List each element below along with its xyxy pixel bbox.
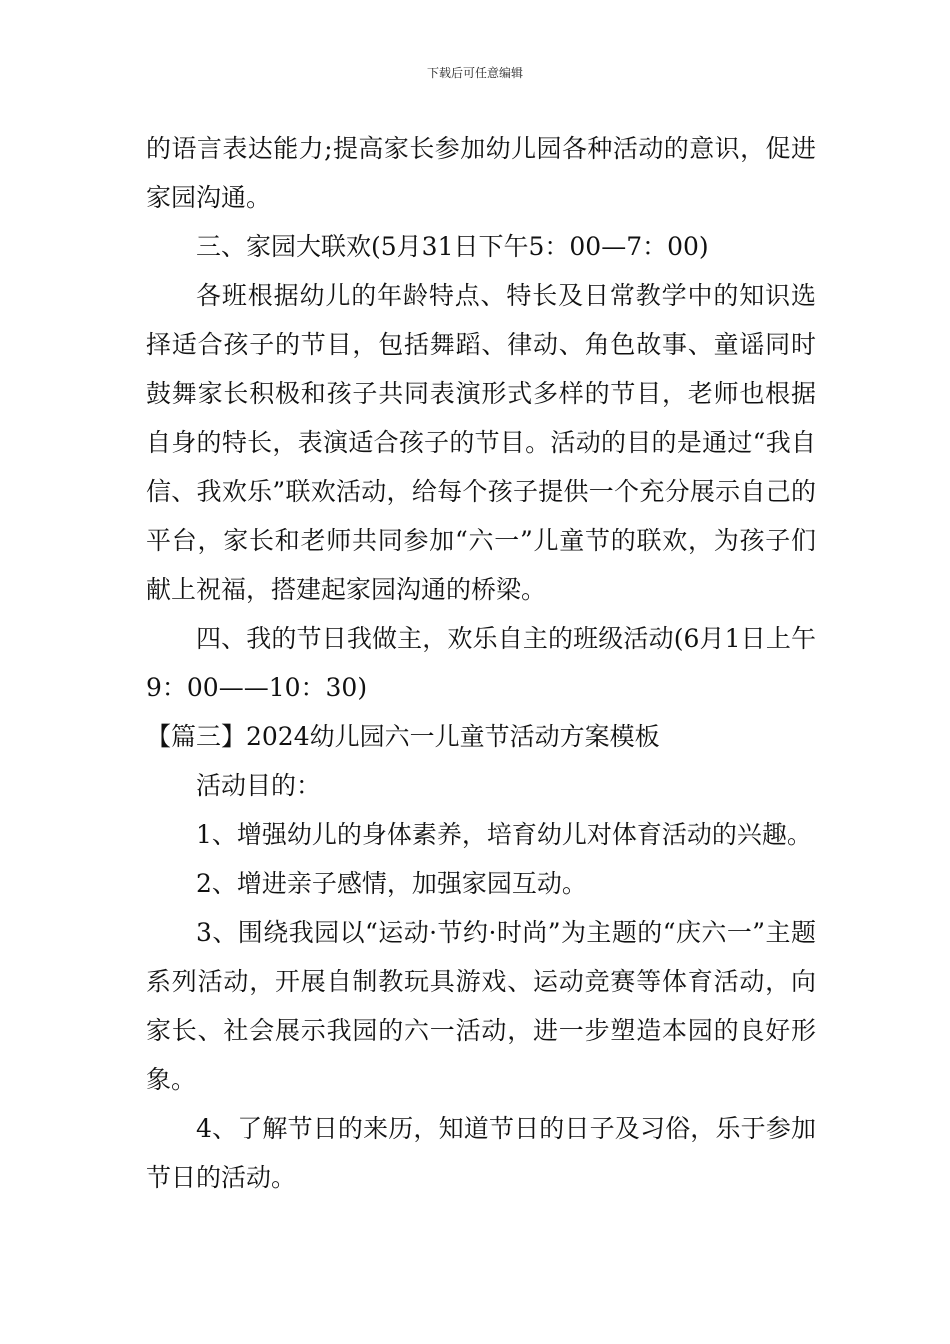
paragraph-6: 活动目的： — [196, 771, 322, 800]
page-header: 下载后可任意编辑 — [426, 66, 523, 80]
paragraph-9: 3、围绕我园以“运动·节约·时尚”为主题的“庆六一”主题系列活动，开展自制教玩具游戏、运动竞赛等体育活动，向家长、社会展示我园的六一活动，进一步塑造本园的良好形象。 — [146, 918, 816, 1094]
paragraph-7: 1、增强幼儿的身体素养，培育幼儿对体育活动的兴趣。 — [196, 820, 812, 849]
section-heading: 【篇三】2024幼儿园六一儿童节活动方案模板 — [146, 722, 660, 751]
paragraph-10: 4、了解节日的来历，知道节日的日子及习俗，乐于参加节日的活动。 — [146, 1114, 816, 1192]
paragraph-8: 2、增进亲子感情，加强家园互动。 — [196, 869, 587, 898]
document-body — [146, 124, 816, 1202]
paragraph-4: 四、我的节日我做主，欢乐自主的班级活动(6月1日上午9：00——10：30) — [146, 624, 816, 702]
paragraph-1: 的语言表达能力;提高家长参加幼儿园各种活动的意识，促进家园沟通。 — [146, 134, 816, 212]
paragraph-2: 三、家园大联欢(5月31日下午5：00—7：00) — [196, 232, 709, 261]
paragraph-3: 各班根据幼儿的年龄特点、特长及日常教学中的知识选择适合孩子的节目，包括舞蹈、律动、角色故事、童谣同时鼓舞家长积极和孩子共同表演形式多样的节目，老师也根据自身的特长，表演适合孩子的节目。活动的目的是通过“我自信、我欢乐”联欢活动，给每个孩子提供一个充分展示自己的平台，家长和老师共同参加“六一”儿童节的联欢，为孩子们献上祝福，搭建起家园沟通的桥梁。 — [146, 281, 816, 604]
